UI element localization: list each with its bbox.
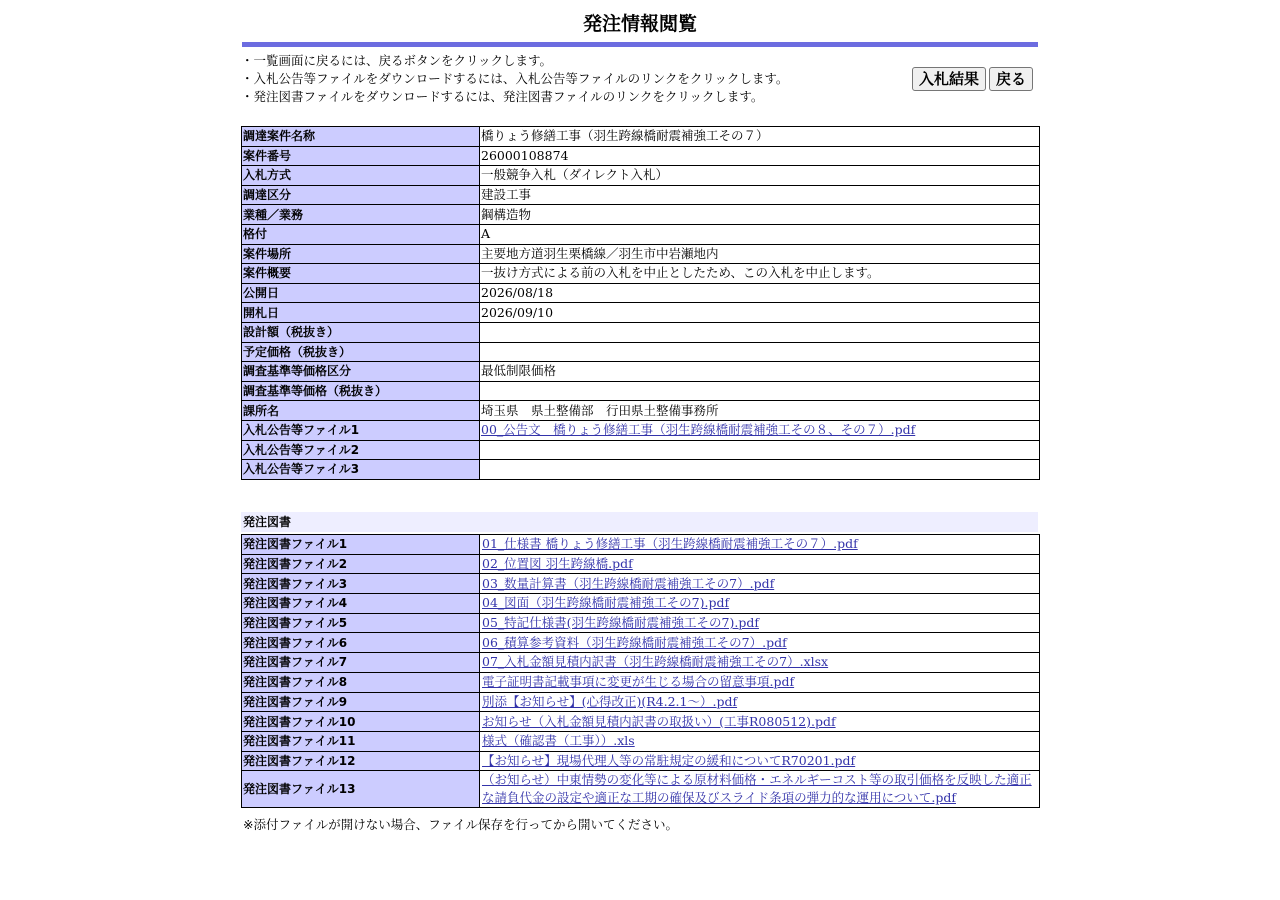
title-divider bbox=[242, 42, 1038, 47]
doc-value-cell bbox=[480, 751, 1040, 771]
doc-value-cell bbox=[480, 653, 1040, 673]
doc-row bbox=[242, 633, 1040, 653]
doc-label: 発注図書ファイル2 bbox=[242, 554, 480, 574]
info-row bbox=[242, 205, 1040, 225]
info-row bbox=[242, 185, 1040, 205]
info-value: 2026/08/18 bbox=[481, 285, 554, 301]
notice-file-link[interactable]: 00_公告文 橋りょう修繕工事（羽生跨線橋耐震補強工その８、その７）.pdf bbox=[481, 422, 916, 438]
doc-label: 発注図書ファイル3 bbox=[242, 574, 480, 594]
doc-value-cell bbox=[480, 574, 1040, 594]
doc-row bbox=[242, 672, 1040, 692]
info-row bbox=[242, 362, 1040, 382]
doc-label: 発注図書ファイル5 bbox=[242, 613, 480, 633]
info-value: A bbox=[481, 226, 491, 242]
instruction-back: ・一覧画面に戻るには、戻るボタンをクリックします。 bbox=[241, 53, 553, 68]
doc-label: 発注図書ファイル11 bbox=[242, 731, 480, 751]
doc-row bbox=[242, 771, 1040, 808]
info-label: 設計額（税抜き） bbox=[242, 322, 480, 342]
info-label: 入札公告等ファイル2 bbox=[242, 440, 480, 460]
info-label: 公開日 bbox=[242, 283, 480, 303]
doc-row bbox=[242, 554, 1040, 574]
info-value-cell bbox=[480, 322, 1040, 342]
doc-label: 発注図書ファイル9 bbox=[242, 692, 480, 712]
doc-file-link[interactable]: 04_図面（羽生跨線橋耐震補強工その7).pdf bbox=[482, 595, 730, 611]
info-row bbox=[242, 146, 1040, 166]
doc-row bbox=[242, 594, 1040, 614]
doc-file-link[interactable]: （お知らせ）中東情勢の変化等による原材料価格・エネルギーコスト等の取引価格を反映した適正な請負代金の設定や適正な工期の確保及びスライド条項の弾力的な運用について.pdf bbox=[482, 772, 1032, 806]
info-value-cell bbox=[480, 244, 1040, 264]
info-label: 案件番号 bbox=[242, 146, 480, 166]
doc-row bbox=[242, 731, 1040, 751]
info-value: 一般競争入札（ダイレクト入札） bbox=[481, 167, 669, 183]
info-row bbox=[242, 166, 1040, 186]
info-label: 調達案件名称 bbox=[242, 127, 480, 147]
info-value-cell bbox=[480, 440, 1040, 460]
info-value: 2026/09/10 bbox=[481, 304, 554, 320]
instruction-doc-files: ・発注図書ファイルをダウンロードするには、発注図書ファイルのリンクをクリックします。 bbox=[241, 89, 764, 104]
info-value-cell bbox=[480, 303, 1040, 323]
info-value-cell bbox=[480, 460, 1040, 480]
doc-label: 発注図書ファイル4 bbox=[242, 594, 480, 614]
docs-section-heading: 発注図書 bbox=[241, 512, 1038, 532]
info-label: 入札公告等ファイル1 bbox=[242, 420, 480, 440]
info-value-cell bbox=[480, 127, 1040, 147]
doc-value-cell bbox=[480, 554, 1040, 574]
info-label: 予定価格（税抜き） bbox=[242, 342, 480, 362]
instructions bbox=[241, 52, 881, 106]
info-value-cell bbox=[480, 401, 1040, 421]
info-value-cell bbox=[480, 185, 1040, 205]
info-value-cell bbox=[480, 205, 1040, 225]
info-value: 建設工事 bbox=[481, 187, 532, 203]
info-label: 案件概要 bbox=[242, 264, 480, 284]
doc-row bbox=[242, 692, 1040, 712]
info-value: 主要地方道羽生栗橋線／羽生市中岩瀬地内 bbox=[481, 245, 719, 261]
back-button[interactable]: 戻る bbox=[989, 67, 1033, 91]
doc-label: 発注図書ファイル6 bbox=[242, 633, 480, 653]
info-row bbox=[242, 303, 1040, 323]
doc-value-cell bbox=[480, 712, 1040, 732]
docs-table bbox=[241, 534, 1040, 808]
doc-value-cell bbox=[480, 613, 1040, 633]
doc-file-link[interactable]: 電子証明書記載事項に変更が生じる場合の留意事項.pdf bbox=[482, 674, 795, 690]
doc-label: 発注図書ファイル1 bbox=[242, 535, 480, 555]
doc-row bbox=[242, 712, 1040, 732]
doc-label: 発注図書ファイル12 bbox=[242, 751, 480, 771]
info-label: 課所名 bbox=[242, 401, 480, 421]
doc-row bbox=[242, 574, 1040, 594]
doc-label: 発注図書ファイル10 bbox=[242, 712, 480, 732]
info-value-cell bbox=[480, 224, 1040, 244]
info-label: 業種／業務 bbox=[242, 205, 480, 225]
doc-file-link[interactable]: 05_特記仕様書(羽生跨線橋耐震補強工その7).pdf bbox=[482, 615, 759, 631]
doc-file-link[interactable]: 03_数量計算書（羽生跨線橋耐震補強工その7）.pdf bbox=[482, 575, 775, 591]
info-label: 格付 bbox=[242, 224, 480, 244]
doc-value-cell bbox=[480, 672, 1040, 692]
info-row bbox=[242, 244, 1040, 264]
info-table bbox=[241, 126, 1040, 480]
doc-row bbox=[242, 613, 1040, 633]
info-label: 入札公告等ファイル3 bbox=[242, 460, 480, 480]
info-label: 調査基準等価格（税抜き） bbox=[242, 381, 480, 401]
doc-file-link[interactable]: 別添【お知らせ】(心得改正)(R4.2.1～）.pdf bbox=[482, 693, 738, 709]
info-value-cell bbox=[480, 362, 1040, 382]
doc-value-cell bbox=[480, 535, 1040, 555]
info-label: 入札方式 bbox=[242, 166, 480, 186]
doc-value-cell bbox=[480, 633, 1040, 653]
info-label: 調達区分 bbox=[242, 185, 480, 205]
info-value-cell bbox=[480, 342, 1040, 362]
doc-file-link[interactable]: 02_位置図 羽生跨線橋.pdf bbox=[482, 556, 633, 572]
doc-file-link[interactable]: 01_仕様書 橋りょう修繕工事（羽生跨線橋耐震補強工その７）.pdf bbox=[482, 536, 858, 552]
info-value: 一抜け方式による前の入札を中止としたため、この入札を中止します。 bbox=[481, 265, 880, 281]
info-value: 26000108874 bbox=[481, 147, 569, 163]
doc-value-cell bbox=[480, 594, 1040, 614]
info-row bbox=[242, 401, 1040, 421]
info-value: 埼玉県 県土整備部 行田県土整備事務所 bbox=[481, 402, 719, 418]
info-row bbox=[242, 127, 1040, 147]
info-row bbox=[242, 224, 1040, 244]
info-row bbox=[242, 420, 1040, 440]
doc-file-link[interactable]: お知らせ（入札金額見積内訳書の取扱い）(工事R080512).pdf bbox=[482, 713, 836, 729]
info-value-cell bbox=[480, 264, 1040, 284]
page-title: 発注情報閲覧 bbox=[582, 13, 697, 35]
info-row bbox=[242, 264, 1040, 284]
doc-value-cell bbox=[480, 692, 1040, 712]
info-row bbox=[242, 381, 1040, 401]
doc-value-cell bbox=[480, 731, 1040, 751]
doc-row bbox=[242, 535, 1040, 555]
attachment-note: ※添付ファイルが開けない場合、ファイル保存を行ってから開いてください。 bbox=[243, 817, 678, 832]
doc-label: 発注図書ファイル7 bbox=[242, 653, 480, 673]
info-value-cell bbox=[480, 420, 1040, 440]
doc-label: 発注図書ファイル13 bbox=[242, 771, 480, 808]
doc-file-link[interactable]: 【お知らせ】現場代理人等の常駐規定の緩和についてR70201.pdf bbox=[482, 752, 856, 768]
doc-file-link[interactable]: 様式（確認書（工事））.xls bbox=[482, 733, 635, 749]
instruction-notice-files: ・入札公告等ファイルをダウンロードするには、入札公告等ファイルのリンクをクリックします。 bbox=[241, 71, 789, 86]
info-value-cell bbox=[480, 283, 1040, 303]
info-value: 橋りょう修繕工事（羽生跨線橋耐震補強工その７） bbox=[481, 128, 769, 144]
doc-row bbox=[242, 653, 1040, 673]
info-value-cell bbox=[480, 381, 1040, 401]
info-label: 調査基準等価格区分 bbox=[242, 362, 480, 382]
action-buttons bbox=[912, 67, 1033, 91]
info-row bbox=[242, 342, 1040, 362]
bid-result-button[interactable]: 入札結果 bbox=[912, 67, 986, 91]
doc-row bbox=[242, 751, 1040, 771]
doc-label: 発注図書ファイル8 bbox=[242, 672, 480, 692]
info-label: 開札日 bbox=[242, 303, 480, 323]
info-row bbox=[242, 460, 1040, 480]
info-value-cell bbox=[480, 166, 1040, 186]
info-label: 案件場所 bbox=[242, 244, 480, 264]
info-row bbox=[242, 283, 1040, 303]
info-value: 最低制限価格 bbox=[481, 363, 557, 379]
info-row bbox=[242, 322, 1040, 342]
info-value-cell bbox=[480, 146, 1040, 166]
info-value: 鋼構造物 bbox=[481, 206, 532, 222]
doc-file-link[interactable]: 06_積算参考資料（羽生跨線橋耐震補強工その7）.pdf bbox=[482, 634, 787, 650]
doc-value-cell bbox=[480, 771, 1040, 808]
doc-file-link[interactable]: 07_入札金額見積内訳書（羽生跨線橋耐震補強工その7）.xlsx bbox=[482, 654, 829, 670]
info-row bbox=[242, 440, 1040, 460]
